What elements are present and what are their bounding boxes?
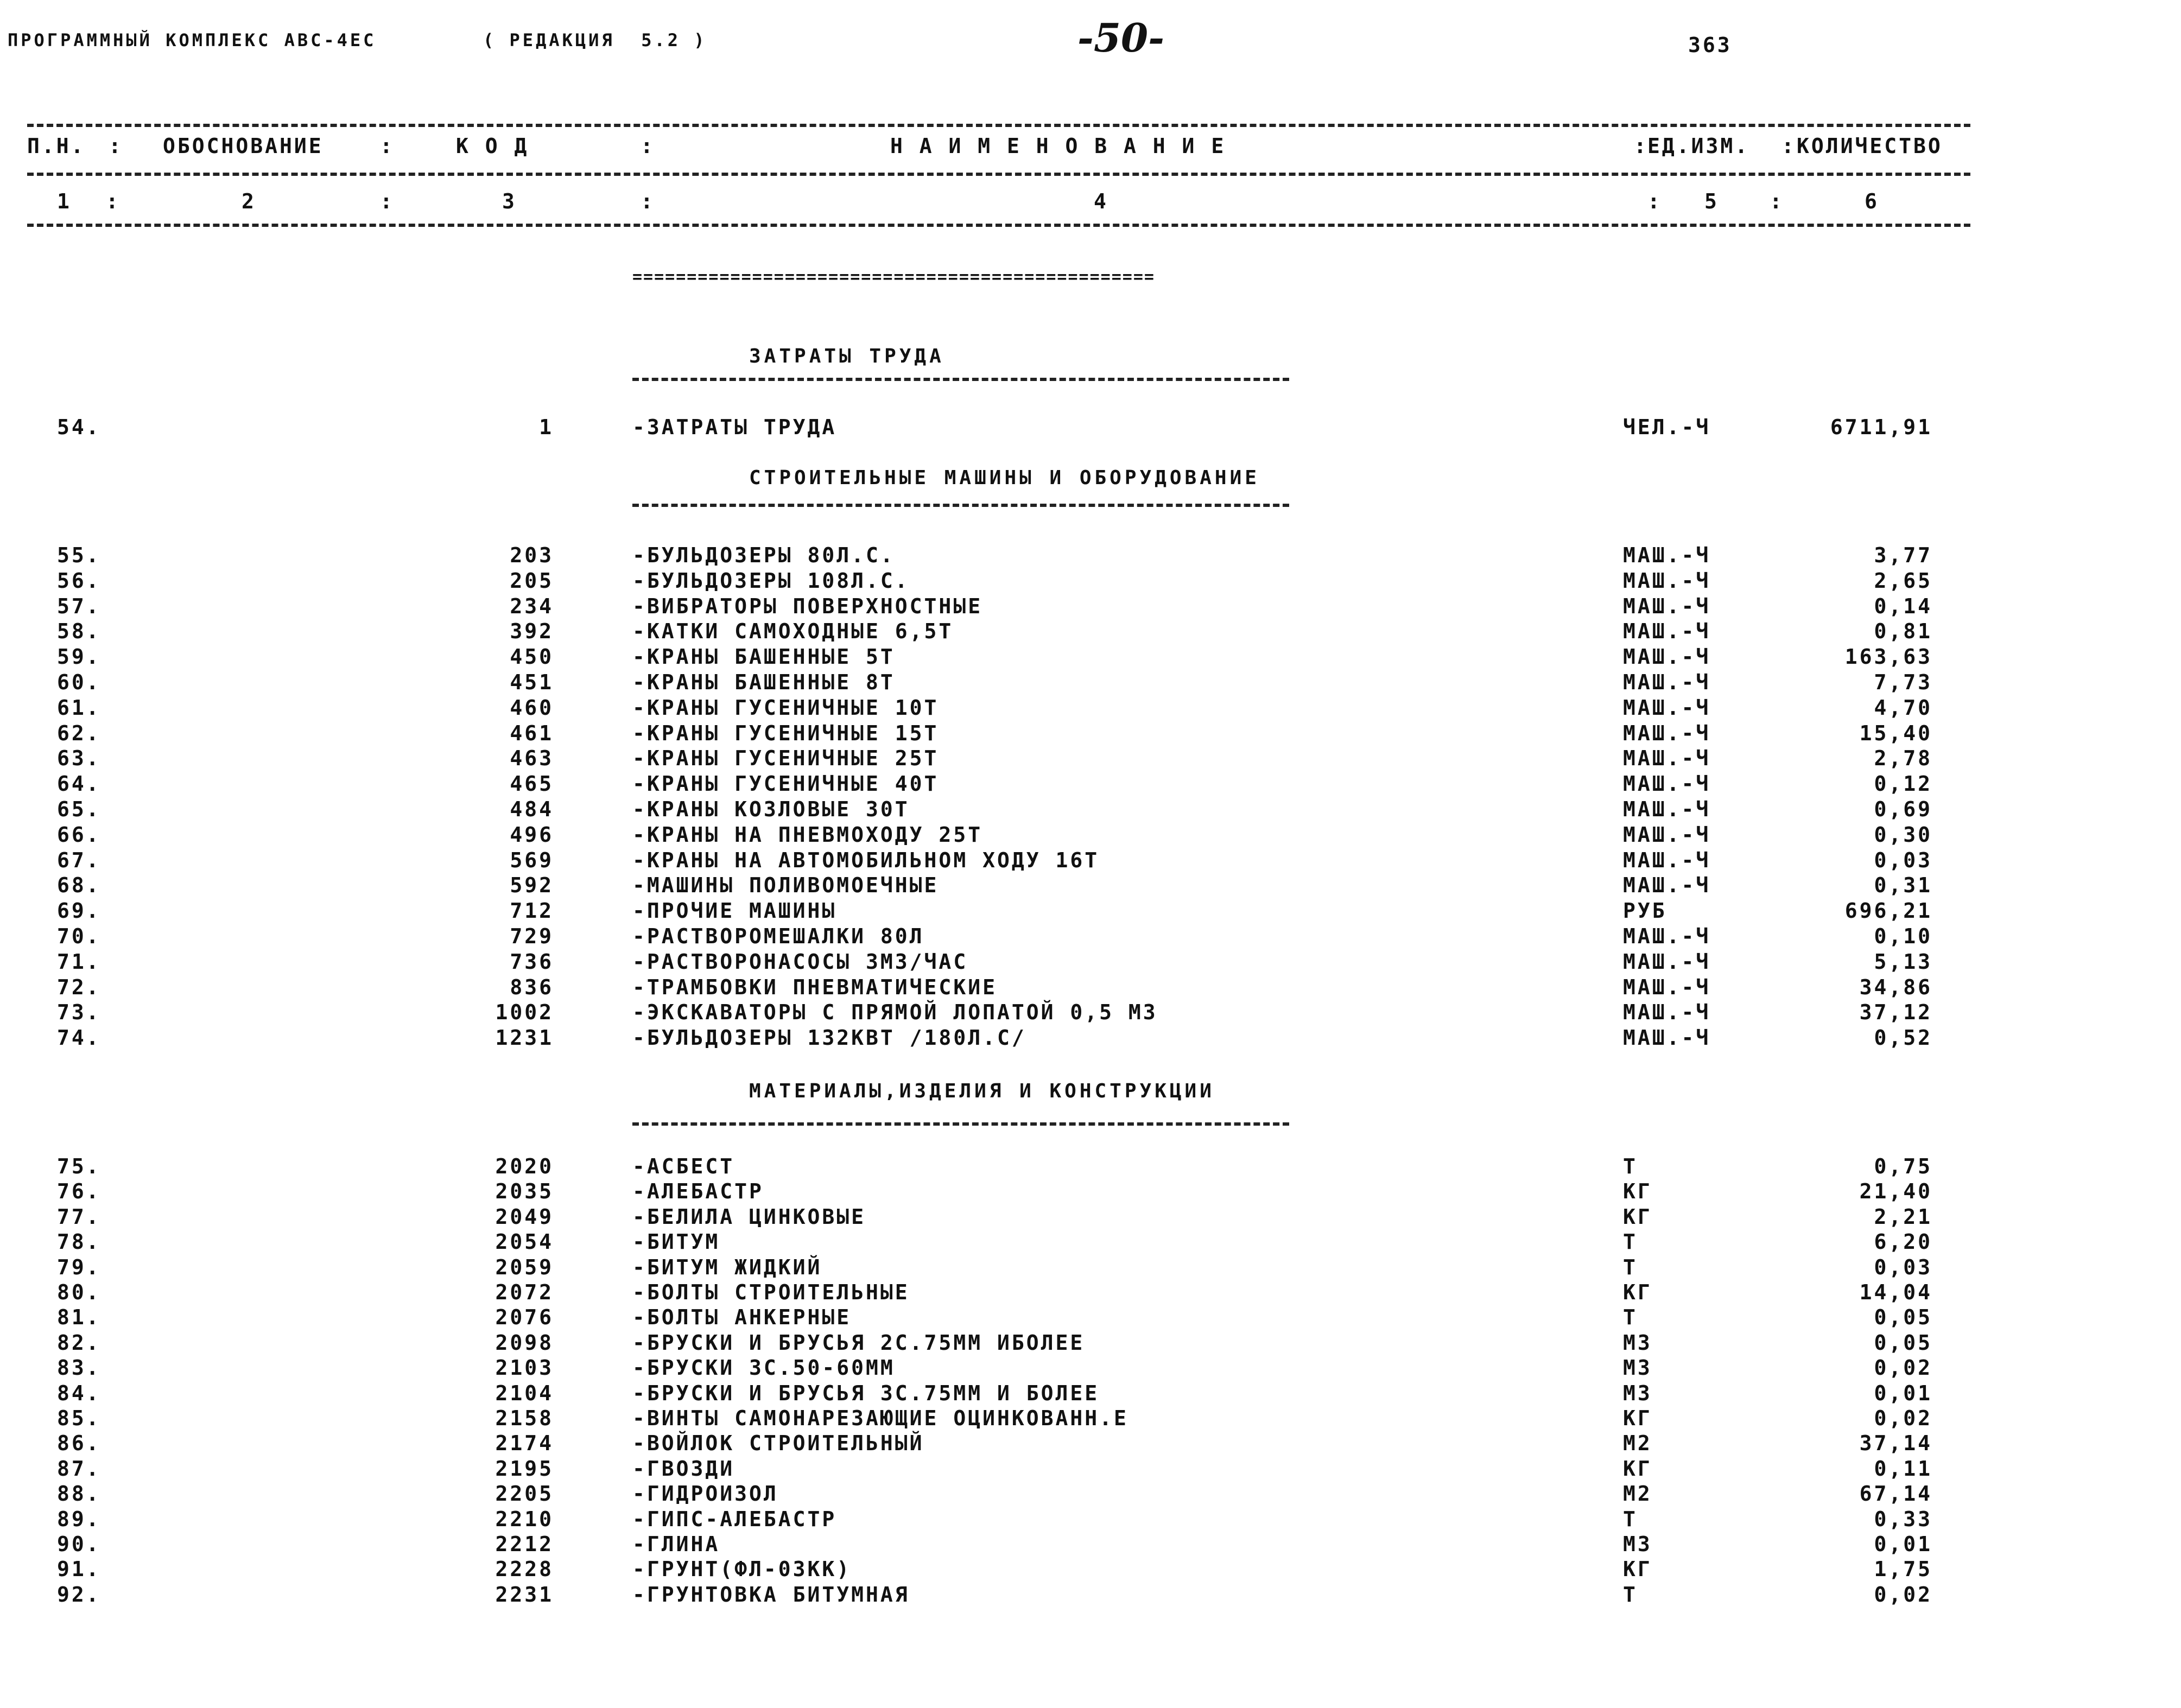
col-number-2: 2	[242, 189, 256, 213]
table-row	[0, 748, 2181, 770]
row-number: 69.	[57, 899, 101, 923]
row-code: 1	[539, 415, 554, 439]
row-quantity: 14,04	[1859, 1280, 1932, 1304]
row-number: 70.	[57, 924, 101, 948]
row-quantity: 0,01	[1874, 1532, 1932, 1556]
table-row	[0, 1156, 2181, 1178]
row-number: 90.	[57, 1532, 101, 1556]
row-number: 68.	[57, 873, 101, 898]
row-number: 80.	[57, 1280, 101, 1304]
row-name: -БУЛЬДОЗЕРЫ 108Л.С.	[632, 568, 910, 593]
row-number: 64.	[57, 772, 101, 796]
table-row	[0, 1282, 2181, 1304]
row-code: 203	[510, 543, 554, 567]
row-code: 463	[510, 746, 554, 771]
col-header-name: Н А И М Е Н О В А Н И Е	[890, 134, 1226, 158]
row-code: 569	[510, 848, 554, 872]
row-number: 87.	[57, 1456, 101, 1481]
row-number: 72.	[57, 975, 101, 999]
row-code: 2195	[495, 1456, 554, 1481]
row-name: -ГИДРОИЗОЛ	[632, 1482, 778, 1506]
row-code: 836	[510, 975, 554, 999]
row-unit: КГ	[1623, 1179, 1652, 1204]
row-name: -ЭКСКАВАТОРЫ С ПРЯМОЙ ЛОПАТОЙ 0,5 М3	[632, 1000, 1158, 1025]
row-number: 84.	[57, 1381, 101, 1405]
row-code: 2228	[495, 1557, 554, 1582]
col-header-basis: ОБОСНОВАНИЕ	[163, 134, 324, 158]
table-row	[0, 1408, 2181, 1430]
row-number: 74.	[57, 1026, 101, 1050]
row-name: -БРУСКИ И БРУСЬЯ 3С.75ММ И БОЛЕЕ	[632, 1381, 1100, 1405]
row-unit: МАШ.-Ч	[1623, 695, 1711, 720]
col-header-code: К О Д	[456, 134, 529, 158]
row-name: -ГИПС-АЛЕБАСТР	[632, 1507, 837, 1531]
row-code: 484	[510, 797, 554, 821]
row-quantity: 3,77	[1874, 543, 1932, 567]
row-unit: МАШ.-Ч	[1623, 975, 1711, 999]
row-quantity: 0,03	[1874, 848, 1932, 872]
row-quantity: 0,81	[1874, 619, 1932, 644]
row-unit: МАШ.-Ч	[1623, 949, 1711, 974]
col-header-unit: ЕД.ИЗМ.	[1647, 134, 1750, 158]
row-quantity: 2,78	[1874, 746, 1932, 771]
row-code: 2210	[495, 1507, 554, 1531]
row-unit: МАШ.-Ч	[1623, 1026, 1711, 1050]
row-name: -ТРАМБОВКИ ПНЕВМАТИЧЕСКИЕ	[632, 975, 997, 999]
row-code: 461	[510, 721, 554, 745]
row-quantity: 0,31	[1874, 873, 1932, 898]
row-number: 88.	[57, 1482, 101, 1506]
row-name: -КРАНЫ ГУСЕНИЧНЫЕ 15Т	[632, 721, 939, 745]
row-name: -КРАНЫ ГУСЕНИЧНЫЕ 25Т	[632, 746, 939, 771]
row-number: 65.	[57, 797, 101, 821]
row-unit: МАШ.-Ч	[1623, 645, 1711, 669]
row-name: -КРАНЫ БАШЕННЫЕ 8Т	[632, 670, 895, 694]
row-quantity: 21,40	[1859, 1179, 1932, 1204]
row-quantity: 0,05	[1874, 1305, 1932, 1330]
row-name: -АСБЕСТ	[632, 1154, 735, 1178]
row-name: -БЕЛИЛА ЦИНКОВЫЕ	[632, 1204, 866, 1229]
row-unit: МАШ.-Ч	[1623, 594, 1711, 618]
row-code: 2174	[495, 1431, 554, 1456]
row-code: 2158	[495, 1406, 554, 1430]
table-row	[0, 723, 2181, 745]
row-name: -БИТУМ ЖИДКИЙ	[632, 1255, 822, 1279]
row-code: 2020	[495, 1154, 554, 1178]
handwritten-page-number: -50-	[1077, 15, 1164, 61]
table-row	[0, 417, 2181, 439]
row-name: -КРАНЫ НА АВТОМОБИЛЬНОМ ХОДУ 16Т	[632, 848, 1100, 872]
row-code: 2205	[495, 1482, 554, 1506]
row-number: 59.	[57, 645, 101, 669]
row-number: 61.	[57, 695, 101, 720]
table-row	[0, 621, 2181, 643]
row-quantity: 0,69	[1874, 797, 1932, 821]
row-name: -ВОЙЛОК СТРОИТЕЛЬНЫЙ	[632, 1431, 924, 1456]
row-quantity: 0,05	[1874, 1330, 1932, 1355]
row-unit: МАШ.-Ч	[1623, 746, 1711, 771]
col-separator: :	[1770, 189, 1784, 213]
row-quantity: 5,13	[1874, 949, 1932, 974]
row-name: -АЛЕБАСТР	[632, 1179, 764, 1204]
table-row	[0, 1027, 2181, 1049]
table-header-rule	[27, 173, 1970, 176]
row-number: 55.	[57, 543, 101, 567]
program-title: ПРОГРАММНЫЙ КОМПЛЕКС АВС-4ЕС	[8, 30, 377, 50]
row-unit: М3	[1623, 1532, 1652, 1556]
row-number: 57.	[57, 594, 101, 618]
row-number: 54.	[57, 415, 101, 439]
row-code: 2072	[495, 1280, 554, 1304]
row-number: 78.	[57, 1230, 101, 1254]
row-number: 60.	[57, 670, 101, 694]
col-number-3: 3	[502, 189, 517, 213]
table-row	[0, 926, 2181, 948]
row-name: -ГВОЗДИ	[632, 1456, 735, 1481]
row-code: 2035	[495, 1179, 554, 1204]
row-code: 392	[510, 619, 554, 644]
row-unit: МАШ.-Ч	[1623, 924, 1711, 948]
row-code: 2098	[495, 1330, 554, 1355]
page-number: 363	[1688, 33, 1732, 57]
row-code: 2049	[495, 1204, 554, 1229]
row-code: 451	[510, 670, 554, 694]
section-rule-machines	[632, 504, 1289, 507]
row-number: 63.	[57, 746, 101, 771]
row-number: 86.	[57, 1431, 101, 1456]
row-number: 77.	[57, 1204, 101, 1229]
table-row	[0, 977, 2181, 999]
row-number: 83.	[57, 1356, 101, 1380]
row-number: 79.	[57, 1255, 101, 1279]
col-number-5: 5	[1704, 189, 1719, 213]
row-quantity: 1,75	[1874, 1557, 1932, 1582]
row-number: 75.	[57, 1154, 101, 1178]
table-row	[0, 1332, 2181, 1354]
table-row	[0, 900, 2181, 922]
row-name: -РАСТВОРОМЕШАЛКИ 80Л	[632, 924, 924, 948]
row-number: 81.	[57, 1305, 101, 1330]
table-row	[0, 1307, 2181, 1329]
row-quantity: 0,02	[1874, 1356, 1932, 1380]
row-unit: МАШ.-Ч	[1623, 797, 1711, 821]
table-row	[0, 1357, 2181, 1379]
row-unit: КГ	[1623, 1456, 1652, 1481]
row-name: -ВИБРАТОРЫ ПОВЕРХНОСТНЫЕ	[632, 594, 983, 618]
table-row	[0, 1458, 2181, 1480]
row-unit: МАШ.-Ч	[1623, 619, 1711, 644]
row-name: -КАТКИ САМОХОДНЫЕ 6,5Т	[632, 619, 954, 644]
row-code: 496	[510, 822, 554, 847]
section-title-materials: МАТЕРИАЛЫ,ИЗДЕЛИЯ И КОНСТРУКЦИИ	[749, 1080, 1215, 1102]
edition-label: ( РЕДАКЦИЯ 5.2 )	[483, 30, 707, 50]
col-number-6: 6	[1865, 189, 1879, 213]
section-rule-labor	[632, 378, 1289, 381]
table-row	[0, 1002, 2181, 1024]
row-quantity: 0,02	[1874, 1582, 1932, 1607]
row-quantity: 7,73	[1874, 670, 1932, 694]
row-quantity: 6711,91	[1830, 415, 1932, 439]
row-quantity: 0,14	[1874, 594, 1932, 618]
row-unit: Т	[1623, 1230, 1638, 1254]
row-code: 1231	[495, 1026, 554, 1050]
row-unit: МАШ.-Ч	[1623, 822, 1711, 847]
row-number: 56.	[57, 568, 101, 593]
row-name: -БРУСКИ 3С.50-60ММ	[632, 1356, 895, 1380]
table-row	[0, 545, 2181, 567]
row-unit: КГ	[1623, 1406, 1652, 1430]
row-name: -ГЛИНА	[632, 1532, 720, 1556]
table-row	[0, 672, 2181, 694]
row-code: 729	[510, 924, 554, 948]
row-quantity: 0,10	[1874, 924, 1932, 948]
equals-rule: ================================================	[632, 268, 1155, 287]
col-separator: :	[641, 134, 655, 158]
row-name: -ВИНТЫ САМОНАРЕЗАЮЩИЕ ОЦИНКОВАНН.Е	[632, 1406, 1128, 1430]
row-name: -КРАНЫ КОЗЛОВЫЕ 30Т	[632, 797, 910, 821]
row-code: 1002	[495, 1000, 554, 1025]
row-name: -КРАНЫ БАШЕННЫЕ 5Т	[632, 645, 895, 669]
row-quantity: 0,12	[1874, 772, 1932, 796]
row-name: -ГРУНТ(ФЛ-03КК)	[632, 1557, 852, 1582]
row-unit: РУБ	[1623, 899, 1667, 923]
row-code: 205	[510, 568, 554, 593]
col-separator: :	[1781, 134, 1796, 158]
table-row	[0, 824, 2181, 846]
row-quantity: 0,75	[1874, 1154, 1932, 1178]
col-number-4: 4	[1094, 189, 1108, 213]
row-name: -БРУСКИ И БРУСЬЯ 2С.75ММ ИБОЛЕЕ	[632, 1330, 1085, 1355]
row-number: 92.	[57, 1582, 101, 1607]
row-name: -МАШИНЫ ПОЛИВОМОЕЧНЫЕ	[632, 873, 939, 898]
row-number: 85.	[57, 1406, 101, 1430]
table-row	[0, 1257, 2181, 1279]
row-number: 82.	[57, 1330, 101, 1355]
row-name: -БУЛЬДОЗЕРЫ 80Л.С.	[632, 543, 895, 567]
section-rule-materials	[632, 1122, 1289, 1126]
row-unit: МАШ.-Ч	[1623, 1000, 1711, 1025]
row-unit: МАШ.-Ч	[1623, 848, 1711, 872]
row-name: -КРАНЫ ГУСЕНИЧНЫЕ 10Т	[632, 695, 939, 720]
col-separator: :	[106, 189, 121, 213]
table-row	[0, 773, 2181, 795]
row-number: 66.	[57, 822, 101, 847]
row-code: 736	[510, 949, 554, 974]
col-separator: :	[380, 134, 395, 158]
row-name: -ЗАТРАТЫ ТРУДА	[632, 415, 837, 439]
row-quantity: 15,40	[1859, 721, 1932, 745]
table-row	[0, 570, 2181, 592]
row-number: 67.	[57, 848, 101, 872]
row-unit: Т	[1623, 1255, 1638, 1279]
row-number: 62.	[57, 721, 101, 745]
row-quantity: 0,33	[1874, 1507, 1932, 1531]
table-row	[0, 850, 2181, 872]
row-unit: МАШ.-Ч	[1623, 568, 1711, 593]
section-title-labor: ЗАТРАТЫ ТРУДА	[749, 345, 944, 367]
row-unit: КГ	[1623, 1557, 1652, 1582]
table-row	[0, 951, 2181, 973]
row-code: 2104	[495, 1381, 554, 1405]
row-name: -КРАНЫ НА ПНЕВМОХОДУ 25Т	[632, 822, 983, 847]
row-name: -КРАНЫ ГУСЕНИЧНЫЕ 40Т	[632, 772, 939, 796]
row-unit: Т	[1623, 1154, 1638, 1178]
row-unit: Т	[1623, 1305, 1638, 1330]
row-quantity: 0,01	[1874, 1381, 1932, 1405]
row-number: 89.	[57, 1507, 101, 1531]
table-row	[0, 697, 2181, 719]
row-name: -ПРОЧИЕ МАШИНЫ	[632, 899, 837, 923]
row-unit: МАШ.-Ч	[1623, 670, 1711, 694]
col-separator: :	[1634, 134, 1649, 158]
row-number: 71.	[57, 949, 101, 974]
row-code: 2076	[495, 1305, 554, 1330]
row-quantity: 163,63	[1844, 645, 1932, 669]
row-unit: МАШ.-Ч	[1623, 543, 1711, 567]
row-quantity: 67,14	[1859, 1482, 1932, 1506]
row-quantity: 4,70	[1874, 695, 1932, 720]
row-quantity: 0,03	[1874, 1255, 1932, 1279]
row-quantity: 34,86	[1859, 975, 1932, 999]
row-quantity: 2,21	[1874, 1204, 1932, 1229]
row-unit: МАШ.-Ч	[1623, 721, 1711, 745]
row-code: 450	[510, 645, 554, 669]
table-row	[0, 646, 2181, 668]
section-title-machines: СТРОИТЕЛЬНЫЕ МАШИНЫ И ОБОРУДОВАНИЕ	[749, 467, 1260, 489]
row-code: 465	[510, 772, 554, 796]
row-unit: М2	[1623, 1431, 1652, 1456]
row-number: 76.	[57, 1179, 101, 1204]
col-separator: :	[109, 134, 123, 158]
row-quantity: 37,14	[1859, 1431, 1932, 1456]
row-code: 712	[510, 899, 554, 923]
row-quantity: 696,21	[1844, 899, 1932, 923]
row-code: 2059	[495, 1255, 554, 1279]
table-row	[0, 1231, 2181, 1253]
row-unit: М3	[1623, 1381, 1652, 1405]
table-row	[0, 875, 2181, 897]
row-unit: Т	[1623, 1507, 1638, 1531]
row-unit: М3	[1623, 1330, 1652, 1355]
table-top-rule	[27, 124, 1970, 127]
table-row	[0, 1383, 2181, 1405]
row-name: -БУЛЬДОЗЕРЫ 132КВТ /180Л.С/	[632, 1026, 1026, 1050]
row-quantity: 0,11	[1874, 1456, 1932, 1481]
table-row	[0, 1204, 2181, 1229]
row-number: 73.	[57, 1000, 101, 1025]
row-quantity: 6,20	[1874, 1230, 1932, 1254]
col-separator: :	[1647, 189, 1662, 213]
row-unit: КГ	[1623, 1280, 1652, 1304]
row-name: -БИТУМ	[632, 1230, 720, 1254]
row-unit: КГ	[1623, 1204, 1652, 1229]
table-row	[0, 1584, 2181, 1606]
table-row	[0, 1559, 2181, 1580]
row-name: -БОЛТЫ АНКЕРНЫЕ	[632, 1305, 852, 1330]
table-row	[0, 1483, 2181, 1505]
row-unit: МАШ.-Ч	[1623, 873, 1711, 898]
row-unit: ЧЕЛ.-Ч	[1623, 415, 1711, 439]
row-code: 2103	[495, 1356, 554, 1380]
row-quantity: 2,65	[1874, 568, 1932, 593]
row-quantity: 0,02	[1874, 1406, 1932, 1430]
table-row	[0, 799, 2181, 821]
table-row	[0, 1509, 2181, 1531]
row-code: 234	[510, 594, 554, 618]
row-unit: М2	[1623, 1482, 1652, 1506]
row-quantity: 0,30	[1874, 822, 1932, 847]
col-separator: :	[380, 189, 395, 213]
row-unit: Т	[1623, 1582, 1638, 1607]
row-code: 2231	[495, 1582, 554, 1607]
col-number-1: 1	[57, 189, 72, 213]
table-row	[0, 596, 2181, 618]
row-number: 91.	[57, 1557, 101, 1582]
table-row	[0, 1181, 2181, 1203]
col-separator: :	[641, 189, 655, 213]
row-quantity: 0,52	[1874, 1026, 1932, 1050]
table-columns-rule	[27, 224, 1970, 227]
row-code: 2054	[495, 1230, 554, 1254]
col-header-num: П.Н.	[27, 134, 86, 158]
row-code: 592	[510, 873, 554, 898]
col-header-quantity: КОЛИЧЕСТВО	[1797, 134, 1943, 158]
row-quantity: 37,12	[1859, 1000, 1932, 1025]
row-name: -РАСТВОРОНАСОСЫ 3М3/ЧАС	[632, 949, 968, 974]
row-name: -ГРУНТОВКА БИТУМНАЯ	[632, 1582, 910, 1607]
row-unit: МАШ.-Ч	[1623, 772, 1711, 796]
row-code: 2212	[495, 1532, 554, 1556]
row-unit: М3	[1623, 1356, 1652, 1380]
row-number: 58.	[57, 619, 101, 644]
row-code: 460	[510, 695, 554, 720]
table-row	[0, 1433, 2181, 1455]
row-name: -БОЛТЫ СТРОИТЕЛЬНЫЕ	[632, 1280, 910, 1304]
table-row	[0, 1534, 2181, 1555]
